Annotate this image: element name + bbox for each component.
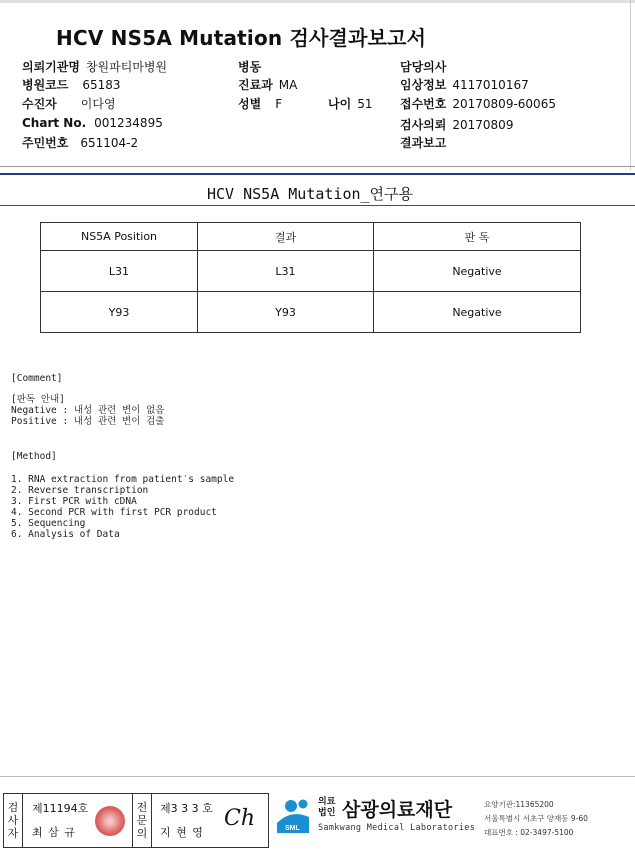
signature: Ch <box>224 806 256 831</box>
field-receipt-no: 접수번호 20170809-60065 <box>400 97 556 111</box>
method-line: 1. RNA extraction from patient′s sample <box>11 474 235 485</box>
org-name: 삼광의료재단 <box>342 799 453 821</box>
specialist-label: 전 문 의 <box>133 794 152 847</box>
method-line: 3. First PCR with cDNA <box>11 496 137 507</box>
field-clinical-info: 임상정보 4117010167 <box>400 78 529 92</box>
tester-name: 최 삼 규 <box>32 826 76 839</box>
method-label: [Method] <box>11 451 57 462</box>
field-chart-no: Chart No. 001234895 <box>22 116 163 130</box>
method-line: 4. Second PCR with first PCR product <box>11 507 217 518</box>
field-ward: 병동 <box>238 60 262 74</box>
top-border <box>0 0 635 3</box>
tester-license: 제11194호 <box>32 802 89 815</box>
field-age: 나이 51 <box>328 97 373 111</box>
table-cell: L31 <box>41 251 198 292</box>
table-cell: Negative <box>374 292 581 333</box>
method-line: 5. Sequencing <box>11 518 86 529</box>
table-row <box>41 292 581 333</box>
subtitle-rule <box>0 205 635 206</box>
org-code: 요양기관:11365200 <box>484 800 554 809</box>
result-table <box>40 222 581 333</box>
report-title: HCV NS5A Mutation 검사결과보고서 <box>56 26 427 50</box>
table-header: 판 독 <box>374 223 581 251</box>
field-patient: 수진자 이다영 <box>22 97 116 111</box>
org-type: 의료 법인 <box>318 797 336 818</box>
method-line: 6. Analysis of Data <box>11 529 120 540</box>
guide-label: [판독 안내] <box>11 394 65 405</box>
field-department: 진료과 MA <box>238 78 298 92</box>
org-address: 서울특별시 서초구 양재동 9-60 <box>484 814 588 823</box>
tester-seal <box>95 806 125 836</box>
field-doctor: 담당의사 <box>400 60 447 74</box>
sml-logo-icon <box>271 795 317 841</box>
table-cell: Y93 <box>41 292 198 333</box>
guide-line: Negative : 내성 관련 변이 없음 <box>11 405 165 416</box>
section-rule <box>0 173 635 175</box>
field-hospital: 의뢰기관명 창원파티마병원 <box>22 60 168 74</box>
table-cell: Y93 <box>198 292 374 333</box>
comment-label: [Comment] <box>11 373 63 384</box>
specialist-license: 제3 3 3 호 <box>160 802 213 815</box>
right-border <box>630 0 631 170</box>
svg-text:SML: SML <box>285 825 300 832</box>
field-request-date: 검사의뢰 20170809 <box>400 118 514 132</box>
field-hospital-code: 병원코드 65183 <box>22 78 121 92</box>
table-header: NS5A Position <box>41 223 198 251</box>
table-row <box>41 251 581 292</box>
table-header-row <box>41 223 581 251</box>
header-divider <box>0 166 635 167</box>
method-line: 2. Reverse transcription <box>11 485 149 496</box>
guide-line: Positive : 내성 관련 변이 검출 <box>11 416 165 427</box>
org-phone: 대표번호 : 02-3497-5100 <box>484 828 574 837</box>
table-header: 결과 <box>198 223 374 251</box>
org-english-name: Samkwang Medical Laboratories <box>318 823 476 833</box>
table-cell: L31 <box>198 251 374 292</box>
table-cell: Negative <box>374 251 581 292</box>
signature-box <box>3 793 269 848</box>
field-sex: 성별 F <box>238 97 283 111</box>
specialist-name: 지 현 영 <box>160 826 204 839</box>
footer-divider <box>0 776 635 777</box>
field-report-date: 결과보고 <box>400 136 447 150</box>
tester-label: 검 사 자 <box>4 794 23 847</box>
field-resident-no: 주민번호 651104-2 <box>22 136 139 150</box>
report-subtitle: HCV NS5A Mutation_연구용 <box>206 185 414 203</box>
